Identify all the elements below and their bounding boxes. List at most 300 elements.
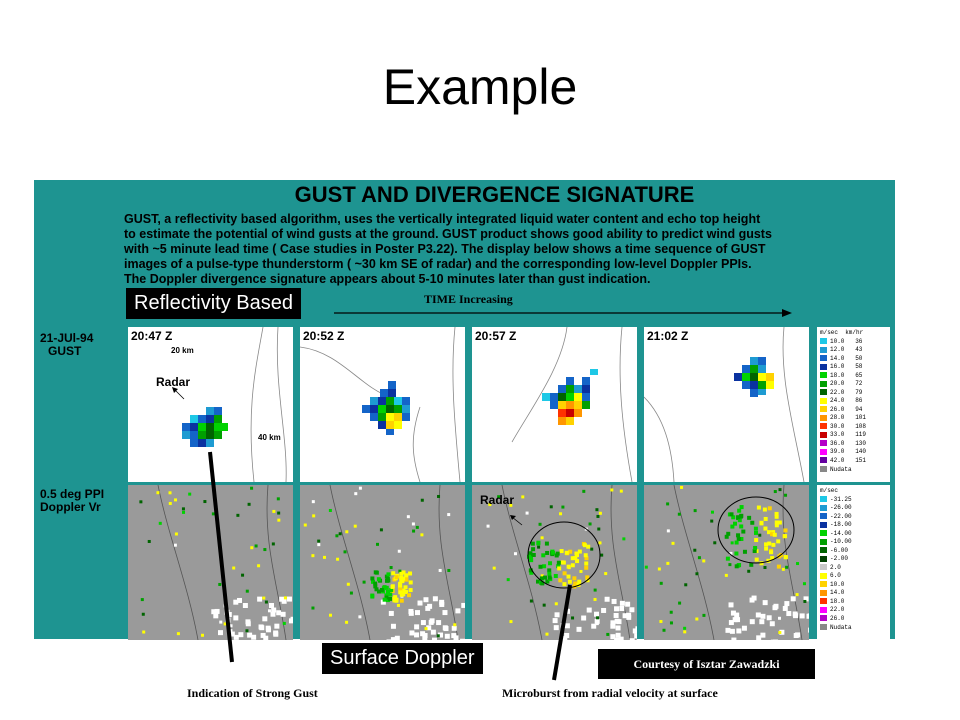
- doppler-panel-2: [300, 485, 465, 640]
- legend-row: [817, 555, 890, 564]
- velocity-pixel: [778, 617, 781, 620]
- divergence-cell: [737, 509, 741, 513]
- noise-cell: [594, 612, 599, 617]
- velocity-pixel: [250, 487, 253, 490]
- gust-color-legend: [817, 327, 890, 482]
- noise-cell: [555, 612, 560, 617]
- noise-cell: [460, 639, 465, 640]
- velocity-pixel: [595, 508, 598, 511]
- noise-cell: [773, 639, 778, 640]
- velocity-pixel: [284, 596, 287, 599]
- legend-swatch: [820, 347, 827, 353]
- divergence-cell: [568, 580, 572, 584]
- noise-cell: [213, 613, 218, 618]
- noise-cell: [237, 598, 242, 603]
- divergence-cell: [763, 527, 767, 531]
- divergence-cell: [545, 542, 549, 546]
- noise-cell: [619, 606, 624, 611]
- velocity-pixel: [678, 513, 681, 516]
- noise-cell: [461, 603, 465, 608]
- doppler-panel-1: [128, 485, 293, 640]
- noise-cell: [454, 635, 459, 640]
- divergence-cell: [385, 579, 389, 583]
- noise-cell: [562, 636, 567, 640]
- gust-panel-3-image: [472, 327, 637, 482]
- legend-value: 10.0: [830, 580, 845, 588]
- legend-nodata: [817, 624, 890, 631]
- velocity-pixel: [507, 578, 510, 581]
- velocity-pixel: [265, 601, 268, 604]
- noise-cell: [439, 602, 444, 607]
- doppler-panel-4-image: [644, 485, 809, 640]
- noise-cell: [436, 620, 441, 625]
- divergence-cell: [383, 598, 387, 602]
- noise-cell: [587, 608, 592, 613]
- noise-cell: [561, 623, 566, 628]
- velocity-pixel: [277, 512, 280, 515]
- time-increasing-label: TIME Increasing: [424, 292, 513, 306]
- noise-cell: [445, 634, 450, 639]
- velocity-pixel: [680, 486, 683, 489]
- velocity-pixel: [543, 604, 546, 607]
- doppler-radar-label: Radar: [480, 493, 515, 507]
- velocity-pixel: [694, 509, 697, 512]
- divergence-cell: [563, 571, 567, 575]
- legend-row: [817, 337, 890, 346]
- doppler-row-label: [40, 488, 104, 514]
- velocity-pixel: [550, 505, 553, 508]
- velocity-pixel: [598, 541, 601, 544]
- legend-row: [817, 546, 890, 555]
- doppler-background: [128, 485, 293, 640]
- noise-cell: [565, 623, 570, 628]
- reflectivity-based-callout: Reflectivity Based: [126, 288, 301, 319]
- velocity-pixel: [453, 623, 456, 626]
- divergence-cell: [407, 593, 411, 597]
- legend-row: [817, 346, 890, 355]
- velocity-pixel: [203, 500, 206, 503]
- velocity-pixel: [600, 554, 603, 557]
- legend-nodata-swatch: [820, 466, 827, 472]
- velocity-pixel: [182, 511, 185, 514]
- velocity-pixel: [763, 566, 766, 569]
- divergence-cell: [755, 558, 759, 562]
- doppler-panel-3-image: [472, 485, 637, 640]
- legend-swatch: [820, 355, 827, 361]
- velocity-pixel: [599, 512, 602, 515]
- velocity-pixel: [782, 568, 785, 571]
- noise-cell: [786, 611, 791, 616]
- velocity-pixel: [713, 541, 716, 544]
- velocity-pixel: [590, 548, 593, 551]
- divergence-cell: [388, 593, 392, 597]
- divergence-cell: [768, 506, 772, 510]
- velocity-pixel: [174, 498, 177, 501]
- legend-swatch: [820, 539, 827, 545]
- description-line: with ~5 minute lead time ( Case studies in Poster P3.22). The display below shows a time sequence of GUST: [124, 242, 766, 256]
- divergence-cell: [557, 561, 561, 565]
- noise-cell: [553, 618, 558, 623]
- velocity-pixel: [537, 546, 540, 549]
- noise-cell: [429, 620, 434, 625]
- noise-cell: [729, 602, 734, 607]
- doppler-panel-2-image: [300, 485, 465, 640]
- legend-row: [817, 529, 890, 538]
- velocity-pixel: [596, 622, 599, 625]
- noise-cell: [731, 611, 736, 616]
- velocity-pixel: [398, 550, 401, 553]
- divergence-cell: [754, 531, 758, 535]
- legend-value: 14.0 50: [830, 354, 863, 362]
- divergence-cell: [399, 578, 403, 582]
- noise-cell: [591, 624, 596, 629]
- legend-swatch: [820, 449, 827, 455]
- velocity-pixel: [695, 618, 698, 621]
- divergence-cell: [567, 575, 571, 579]
- scale-20km-label: 20 km: [171, 346, 194, 355]
- legend-row: [817, 580, 890, 589]
- noise-cell: [733, 617, 738, 622]
- legend-swatch: [820, 522, 827, 528]
- legend-value: -2.00: [830, 555, 849, 563]
- legend-value: 33.0 119: [830, 431, 867, 439]
- legend-swatch: [820, 415, 827, 421]
- velocity-pixel: [645, 566, 648, 569]
- noise-cell: [793, 611, 798, 616]
- velocity-pixel: [785, 566, 788, 569]
- time-arrow-icon: [334, 308, 794, 318]
- legend-row: [817, 589, 890, 598]
- legend-value: 22.0: [830, 606, 845, 614]
- velocity-pixel: [620, 490, 623, 493]
- legend-row: [817, 422, 890, 431]
- velocity-pixel: [437, 495, 440, 498]
- noise-cell: [418, 601, 423, 606]
- velocity-pixel: [447, 513, 450, 516]
- velocity-pixel: [693, 549, 696, 552]
- velocity-pixel: [666, 502, 669, 505]
- legend-swatch: [820, 590, 827, 596]
- legend-nodata-label: Nudata: [830, 465, 852, 473]
- noise-cell: [610, 620, 615, 625]
- noise-cell: [614, 638, 619, 640]
- divergence-cell: [388, 597, 392, 601]
- velocity-pixel: [660, 582, 663, 585]
- legend-swatch: [820, 372, 827, 378]
- velocity-pixel: [622, 537, 625, 540]
- figure-heading: GUST AND DIVERGENCE SIGNATURE: [294, 182, 695, 207]
- divergence-cell: [374, 570, 378, 574]
- velocity-pixel: [695, 572, 698, 575]
- velocity-pixel: [336, 558, 339, 561]
- velocity-pixel: [420, 533, 423, 536]
- description-line: images of a pulse-type thunderstorm ( ~30 km SE of radar) and the corresponding low-level Doppler PPIs.: [124, 257, 752, 271]
- noise-cell: [274, 624, 279, 629]
- velocity-pixel: [219, 621, 222, 624]
- velocity-pixel: [658, 567, 661, 570]
- velocity-pixel: [241, 574, 244, 577]
- legend-value: -6.00: [830, 546, 849, 554]
- velocity-pixel: [725, 574, 728, 577]
- doppler-row-product: Doppler Vr: [40, 500, 101, 514]
- legend-value: 24.0 86: [830, 397, 863, 405]
- velocity-pixel: [666, 562, 669, 565]
- gust-row-label: [40, 332, 93, 358]
- divergence-cell: [726, 532, 730, 536]
- divergence-cell: [753, 546, 757, 550]
- divergence-cell: [538, 565, 542, 569]
- legend-value: -18.00: [830, 521, 852, 529]
- velocity-pixel: [317, 540, 320, 543]
- legend-row: [817, 606, 890, 615]
- legend-nodata: [817, 466, 890, 473]
- gust-panel-4: [644, 327, 809, 482]
- noise-cell: [614, 606, 619, 611]
- velocity-pixel: [255, 544, 258, 547]
- velocity-pixel: [359, 487, 362, 490]
- legend-swatch: [820, 547, 827, 553]
- noise-cell: [259, 625, 264, 630]
- velocity-pixel: [312, 500, 315, 503]
- noise-cell: [234, 635, 239, 640]
- velocity-pixel: [174, 544, 177, 547]
- velocity-pixel: [412, 530, 415, 533]
- velocity-pixel: [493, 567, 496, 570]
- divergence-cell: [737, 537, 741, 541]
- velocity-pixel: [539, 523, 542, 526]
- noise-cell: [612, 599, 617, 604]
- legend-value: -22.00: [830, 512, 852, 520]
- velocity-pixel: [597, 528, 600, 531]
- noise-cell: [431, 630, 436, 635]
- legend-swatch: [820, 457, 827, 463]
- divergence-cell: [399, 572, 403, 576]
- velocity-pixel: [283, 622, 286, 625]
- divergence-cell: [754, 538, 758, 542]
- divergence-cell: [390, 585, 394, 589]
- noise-cell: [271, 608, 276, 613]
- legend-value: 22.0 79: [830, 388, 863, 396]
- divergence-cell: [571, 563, 575, 567]
- noise-cell: [257, 597, 262, 602]
- velocity-pixel: [521, 495, 524, 498]
- doppler-panel-1-image: [128, 485, 293, 640]
- noise-cell: [273, 632, 278, 637]
- legend-swatch: [820, 615, 827, 621]
- divergence-cell: [545, 551, 549, 555]
- noise-cell: [773, 604, 778, 609]
- divergence-cell: [548, 576, 552, 580]
- legend-nodata-label: Nudata: [830, 623, 852, 631]
- noise-cell: [262, 616, 267, 621]
- velocity-pixel: [317, 543, 320, 546]
- velocity-pixel: [169, 502, 172, 505]
- velocity-pixel: [571, 616, 574, 619]
- divergence-cell: [548, 561, 552, 565]
- velocity-pixel: [747, 570, 750, 573]
- divergence-cell: [740, 505, 744, 509]
- velocity-pixel: [670, 611, 673, 614]
- legend-value: -10.00: [830, 538, 852, 546]
- divergence-cell: [551, 551, 555, 555]
- legend-swatch: [820, 505, 827, 511]
- legend-row: [817, 456, 890, 465]
- doppler-color-legend: [817, 485, 890, 640]
- legend-row: [817, 405, 890, 414]
- divergence-cell: [557, 566, 561, 570]
- divergence-cell: [764, 517, 768, 521]
- velocity-pixel: [684, 583, 687, 586]
- legend-swatch: [820, 406, 827, 412]
- velocity-pixel: [412, 522, 415, 525]
- velocity-pixel: [803, 600, 806, 603]
- divergence-cell: [386, 572, 390, 576]
- velocity-pixel: [683, 630, 686, 633]
- noise-cell: [750, 619, 755, 624]
- divergence-cell: [775, 523, 779, 527]
- noise-cell: [421, 620, 426, 625]
- noise-cell: [415, 610, 420, 615]
- velocity-pixel: [232, 567, 235, 570]
- divergence-cell: [370, 595, 374, 599]
- velocity-pixel: [201, 634, 204, 637]
- divergence-cell: [754, 527, 758, 531]
- velocity-pixel: [561, 506, 564, 509]
- noise-cell: [616, 619, 621, 624]
- noise-cell: [634, 633, 637, 638]
- noise-cell: [808, 628, 809, 633]
- velocity-pixel: [439, 569, 442, 572]
- legend-value: 12.0 43: [830, 346, 863, 354]
- gust-row-date: 21-JUl-94: [40, 331, 94, 345]
- legend-swatch: [820, 440, 827, 446]
- velocity-pixel: [663, 629, 666, 632]
- divergence-cell: [531, 547, 535, 551]
- velocity-pixel: [218, 583, 221, 586]
- velocity-pixel: [509, 620, 512, 623]
- legend-row: [817, 495, 890, 504]
- divergence-cell: [543, 576, 547, 580]
- legend-value: 42.0 151: [830, 456, 867, 464]
- noise-cell: [633, 628, 637, 633]
- divergence-cell: [730, 512, 734, 516]
- velocity-pixel: [803, 582, 806, 585]
- legend-value: -26.00: [830, 504, 852, 512]
- velocity-pixel: [487, 525, 490, 528]
- gust-panel-1-image: [128, 327, 293, 482]
- legend-swatch: [820, 556, 827, 562]
- divergence-cell: [736, 533, 740, 537]
- noise-cell: [730, 629, 735, 634]
- noise-cell: [408, 609, 413, 614]
- velocity-pixel: [177, 632, 180, 635]
- radar-figure: [34, 180, 895, 639]
- noise-cell: [414, 632, 419, 637]
- velocity-pixel: [142, 613, 145, 616]
- velocity-pixel: [345, 530, 348, 533]
- legend-row: [817, 388, 890, 397]
- legend-row: [817, 614, 890, 623]
- noise-cell: [269, 603, 274, 608]
- velocity-pixel: [339, 532, 342, 535]
- velocity-pixel: [606, 633, 609, 636]
- velocity-pixel: [236, 514, 239, 517]
- divergence-cell: [771, 543, 775, 547]
- velocity-pixel: [514, 552, 517, 555]
- legend-swatch: [820, 581, 827, 587]
- velocity-pixel: [347, 583, 350, 586]
- velocity-pixel: [245, 629, 248, 632]
- noise-cell: [282, 599, 287, 604]
- divergence-cell: [577, 580, 581, 584]
- velocity-pixel: [350, 592, 353, 595]
- noise-cell: [625, 602, 630, 607]
- velocity-pixel: [272, 542, 275, 545]
- caption-strong-gust: Indication of Strong Gust: [187, 686, 318, 700]
- legend-header: m/sec: [820, 487, 839, 494]
- legend-value: 20.0 72: [830, 380, 863, 388]
- noise-cell: [725, 628, 730, 633]
- divergence-cell: [565, 551, 569, 555]
- noise-cell: [409, 630, 414, 635]
- velocity-pixel: [156, 491, 159, 494]
- noise-cell: [742, 626, 747, 631]
- panel-time: 21:02 Z: [647, 329, 689, 343]
- velocity-pixel: [212, 512, 215, 515]
- noise-cell: [616, 633, 621, 638]
- velocity-pixel: [731, 541, 734, 544]
- noise-cell: [432, 638, 437, 640]
- velocity-pixel: [380, 528, 383, 531]
- noise-cell: [760, 614, 765, 619]
- velocity-pixel: [304, 524, 307, 527]
- noise-cell: [626, 615, 631, 620]
- velocity-pixel: [421, 499, 424, 502]
- velocity-pixel: [248, 503, 251, 506]
- legend-row: [817, 512, 890, 521]
- divergence-cell: [578, 550, 582, 554]
- divergence-cell: [584, 566, 588, 570]
- figure-description: [124, 212, 884, 287]
- gust-panel-1: [128, 327, 293, 482]
- legend-value: 10.0 36: [830, 337, 863, 345]
- velocity-pixel: [416, 526, 419, 529]
- legend-swatch: [820, 432, 827, 438]
- velocity-pixel: [169, 491, 172, 494]
- legend-value: 26.0: [830, 614, 845, 622]
- velocity-pixel: [447, 569, 450, 572]
- divergence-cell: [769, 550, 773, 554]
- velocity-pixel: [175, 532, 178, 535]
- legend-swatch: [820, 513, 827, 519]
- legend-row: [817, 414, 890, 423]
- divergence-cell: [562, 582, 566, 586]
- legend-value: -14.00: [830, 529, 852, 537]
- divergence-cell: [584, 561, 588, 565]
- noise-cell: [767, 615, 772, 620]
- divergence-cell: [408, 571, 412, 575]
- divergence-cell: [572, 576, 576, 580]
- velocity-pixel: [784, 494, 787, 497]
- doppler-panel-3: [472, 485, 637, 640]
- velocity-pixel: [311, 554, 314, 557]
- divergence-cell: [574, 552, 578, 556]
- velocity-pixel: [376, 543, 379, 546]
- noise-cell: [238, 632, 243, 637]
- velocity-pixel: [702, 559, 705, 562]
- noise-cell: [225, 618, 230, 623]
- velocity-pixel: [683, 627, 686, 630]
